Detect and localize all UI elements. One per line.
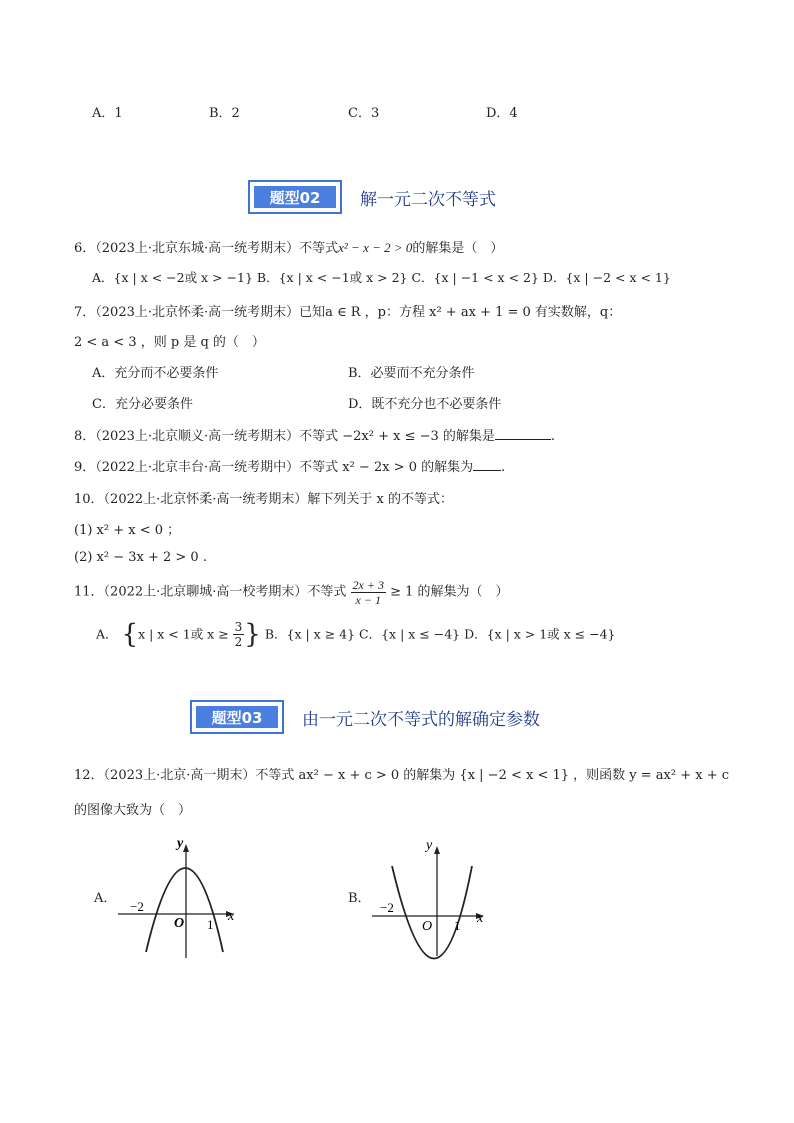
option-c: C．3 bbox=[348, 106, 380, 121]
q6-option-b: B．{x | x < −1或 x > 2} bbox=[256, 270, 408, 285]
q10-part-2: (2) x² − 3x + 2 > 0 . bbox=[74, 550, 207, 565]
x-axis-label: x bbox=[477, 911, 484, 926]
q8-stem: 8．（2023上·北京顺义·高一统考期末）不等式 −2x² + x ≤ −3 的解集是 bbox=[74, 429, 495, 444]
section-banner-03 bbox=[190, 700, 610, 734]
y-axis-label: y bbox=[177, 836, 184, 851]
section-badge bbox=[190, 700, 284, 734]
question-9 bbox=[74, 456, 505, 475]
question-11 bbox=[74, 578, 509, 607]
answer-blank[interactable] bbox=[495, 427, 551, 440]
x-axis-label: x bbox=[228, 909, 235, 924]
q6-option-c: C．{x | −1 < x < 2} bbox=[411, 270, 539, 285]
q11-stem-tail: ≥ 1 的解集为（ ） bbox=[390, 584, 509, 600]
question-7: 7．（2023上·北京怀柔·高一统考期末）已知a ∈ R ，p：方程 x² + ax + 1 = 0 有实数解，q： bbox=[74, 305, 622, 320]
question-8 bbox=[74, 425, 555, 444]
q11-other-options: B．{x | x ≥ 4} C．{x | x ≤ −4} D．{x | x > 1或 x ≤ −4} bbox=[264, 626, 616, 642]
question-10: 10．（2022上·北京怀柔·高一统考期末）解下列关于 x 的不等式： bbox=[74, 492, 453, 507]
q6-option-a: A．{x | x < −2或 x > −1} bbox=[92, 270, 253, 285]
q6-expression: x² − x − 2 > 0 bbox=[338, 240, 413, 255]
parabola-curve bbox=[146, 868, 223, 952]
section-badge bbox=[248, 180, 342, 214]
q9-tail: . bbox=[501, 460, 506, 475]
q10-part-1: (1) x² + x < 0 ； bbox=[74, 523, 181, 538]
left-brace: { bbox=[121, 619, 139, 650]
q6-stem: 6．（2023上·北京东城·高一统考期末）不等式 bbox=[74, 241, 339, 256]
root-label-neg2: −2 bbox=[130, 899, 144, 914]
y-axis-arrow bbox=[434, 846, 440, 854]
graph-b bbox=[372, 836, 502, 966]
fraction-numerator: 3 bbox=[234, 620, 243, 634]
question-6 bbox=[74, 237, 503, 256]
q9-stem: 9．（2022上·北京丰台·高一统考期中）不等式 x² − 2x > 0 的解集为 bbox=[74, 460, 474, 475]
q11-denominator: x − 1 bbox=[355, 593, 381, 607]
root-label-1: 1 bbox=[207, 917, 214, 932]
q11-option-a-fraction bbox=[233, 620, 245, 649]
q7-option-c: C．充分必要条件 bbox=[92, 397, 193, 412]
y-axis-arrow bbox=[183, 844, 189, 852]
q11-option-a-set: x | x < 1或 x ≥ bbox=[138, 626, 229, 642]
answer-blank[interactable] bbox=[473, 458, 501, 471]
q11-option-a-label: A． bbox=[96, 626, 118, 642]
origin-label: O bbox=[422, 919, 433, 934]
q11-stem: 11．（2022上·北京聊城·高一校考期末）不等式 bbox=[74, 584, 347, 600]
root-label-1: 1 bbox=[454, 918, 461, 933]
graph-a bbox=[118, 834, 248, 964]
parabola-curve bbox=[392, 866, 472, 959]
option-a: A．1 bbox=[92, 106, 123, 121]
graph-b-label: B． bbox=[348, 891, 371, 906]
right-brace: } bbox=[244, 619, 261, 650]
q11-fraction bbox=[351, 578, 386, 607]
q7-option-d: D．既不充分也不必要条件 bbox=[348, 397, 502, 412]
fraction-denominator: 2 bbox=[234, 635, 243, 649]
q6-stem-tail: 的解集是（ ） bbox=[412, 241, 504, 256]
section-title: 由一元二次不等式的解确定参数 bbox=[302, 710, 540, 730]
q6-options bbox=[92, 268, 671, 286]
q6-option-d: D．{x | −2 < x < 1} bbox=[542, 270, 671, 285]
question-7-line2: 2 < a < 3 ，则 p 是 q 的（ ） bbox=[74, 335, 265, 350]
q7-option-b: B．必要而不充分条件 bbox=[348, 366, 475, 381]
option-b: B．2 bbox=[209, 106, 240, 121]
option-d: D．4 bbox=[486, 106, 518, 121]
section-title: 解一元二次不等式 bbox=[360, 190, 496, 210]
q8-tail: . bbox=[550, 429, 556, 444]
section-badge-label: 题型03 bbox=[196, 706, 278, 728]
origin-label: O bbox=[174, 916, 185, 931]
y-axis-label: y bbox=[426, 838, 433, 853]
graph-a-label: A． bbox=[94, 891, 117, 906]
root-label-neg2: −2 bbox=[380, 900, 394, 915]
section-badge-label: 题型02 bbox=[254, 186, 336, 208]
q11-numerator: 2x + 3 bbox=[352, 578, 384, 592]
section-banner-02 bbox=[248, 180, 548, 214]
q11-options bbox=[96, 620, 616, 649]
question-12: 12．（2023上·北京·高一期末）不等式 ax² − x + c > 0 的解集为 {x | −2 < x < 1} ，则函数 y = ax² + x + c bbox=[74, 768, 730, 783]
q7-option-a: A．充分而不必要条件 bbox=[92, 366, 219, 381]
question-12-line2: 的图像大致为（ ） bbox=[74, 803, 192, 818]
